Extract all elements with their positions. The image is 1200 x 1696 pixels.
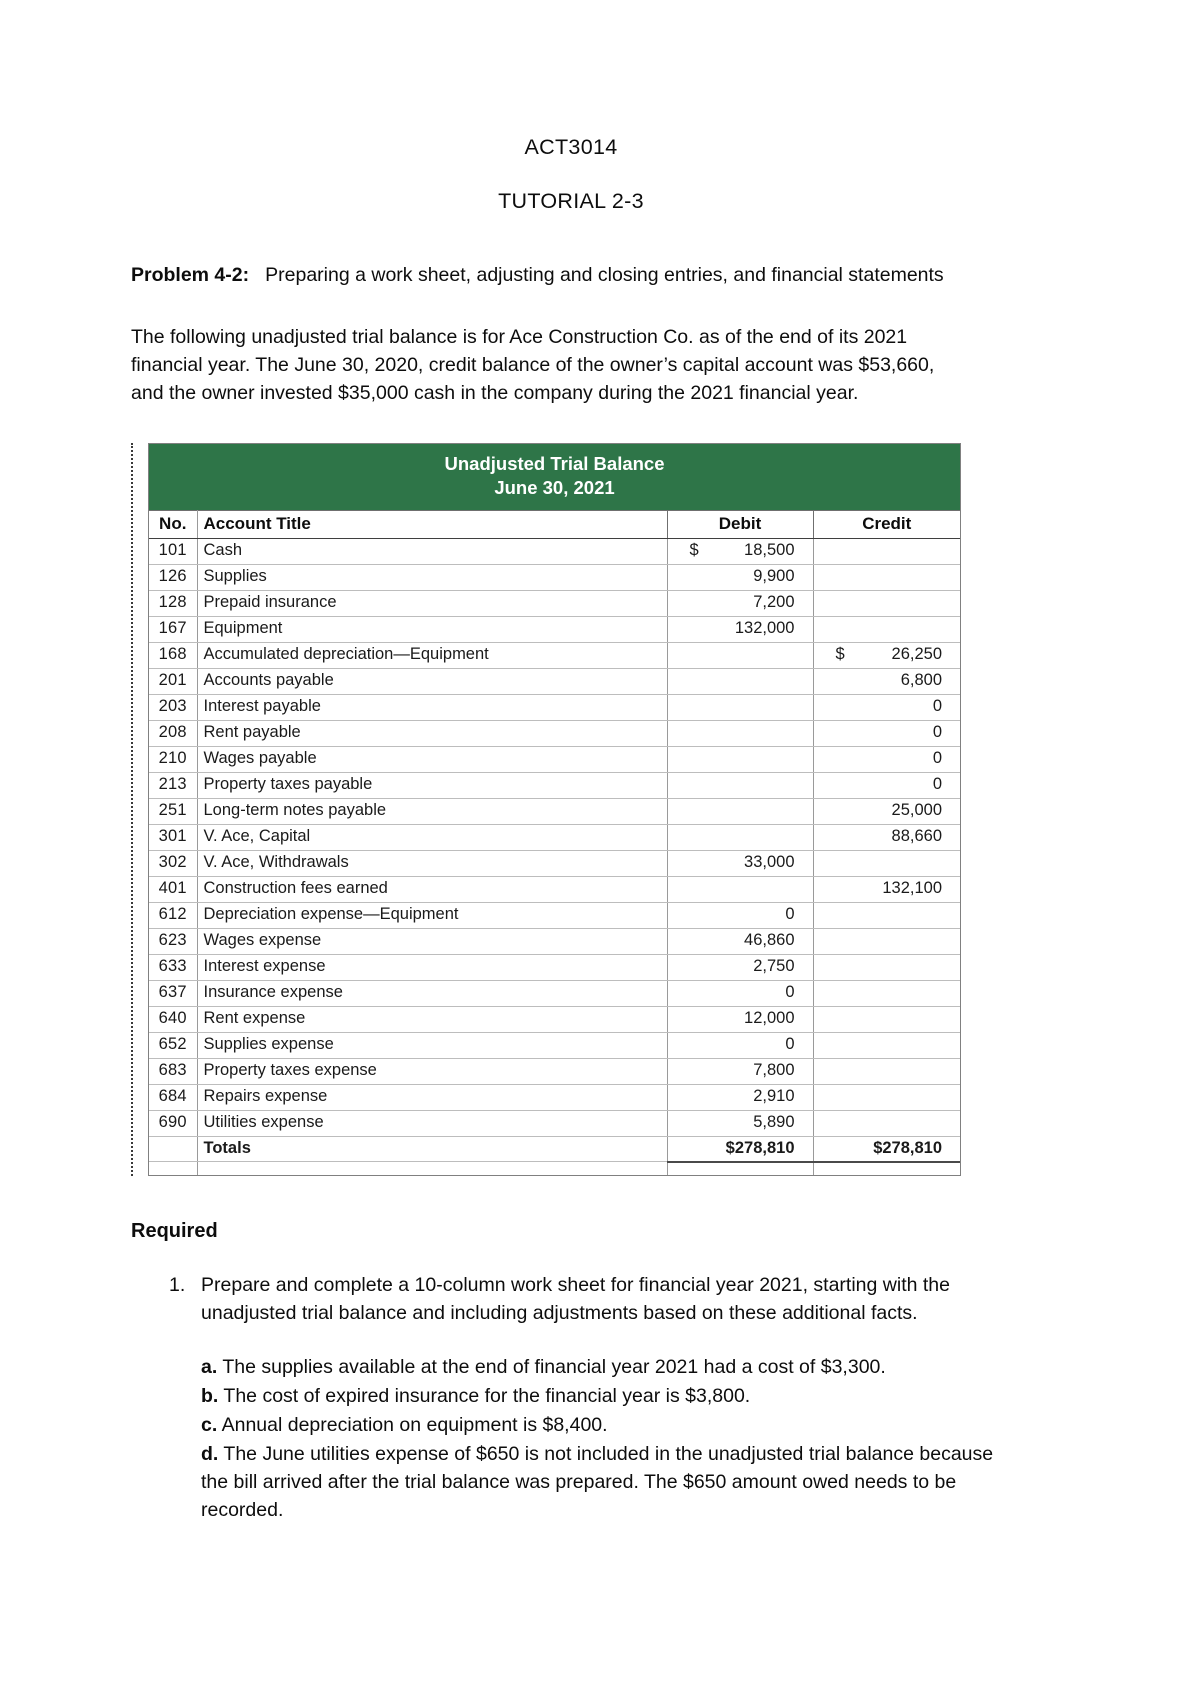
- table-row: [149, 1058, 960, 1084]
- intro-line-2: financial year. The June 30, 2020, credit balance of the owner’s capital account was $53,660,: [131, 353, 935, 376]
- cell-amount: 33,000: [744, 853, 795, 872]
- cell-account-no: 633: [149, 954, 197, 980]
- cell-credit: [813, 616, 960, 642]
- cell-debit: [667, 850, 813, 876]
- cell-account-no: 126: [149, 564, 197, 590]
- cell-totals-debit: $278,810: [667, 1136, 813, 1162]
- cell-account-no: 684: [149, 1084, 197, 1110]
- intro-paragraph: [131, 323, 1011, 407]
- cell-account-no: 623: [149, 928, 197, 954]
- cell-account-no: 210: [149, 746, 197, 772]
- table-row: [149, 642, 960, 668]
- cell-account-title: Property taxes payable: [197, 772, 667, 798]
- cell-amount: 7,200: [753, 593, 795, 612]
- course-code-title: ACT3014: [524, 135, 618, 159]
- cell-account-no: 637: [149, 980, 197, 1006]
- cell-amount: 2,750: [753, 957, 795, 976]
- cell-debit: [667, 1006, 813, 1032]
- cell-debit: [667, 928, 813, 954]
- cell-account-title: Equipment: [197, 616, 667, 642]
- cell-amount: 46,860: [744, 931, 795, 950]
- sub-item-letter: d.: [201, 1443, 219, 1466]
- sub-item-text: Annual depreciation on equipment is $8,400.: [221, 1414, 608, 1437]
- table-row: [149, 694, 960, 720]
- cell-account-title: Interest payable: [197, 694, 667, 720]
- cell-debit: [667, 902, 813, 928]
- list-item-number: 1.: [169, 1273, 186, 1296]
- sub-item-letter: b.: [201, 1384, 219, 1407]
- cell-account-title: Wages expense: [197, 928, 667, 954]
- cell-totals-label: Totals: [197, 1136, 667, 1162]
- cell-debit: [667, 954, 813, 980]
- cell-account-title: Rent payable: [197, 720, 667, 746]
- sub-item-letter: a.: [201, 1355, 218, 1378]
- cell-credit: [813, 980, 960, 1006]
- cell-credit: [813, 746, 960, 772]
- cell-amount: 132,000: [734, 619, 795, 638]
- table-row: [149, 538, 960, 564]
- cell-credit: [813, 1110, 960, 1136]
- table-row: [149, 1032, 960, 1058]
- rule-cell-title: [197, 1162, 667, 1175]
- cell-debit: [667, 798, 813, 824]
- list-item-text: Prepare and complete a 10-column work sheet for financial year 2021, starting with the unadjusted trial balance and including adjustments based on these additional facts.: [201, 1273, 950, 1324]
- cell-debit: [667, 642, 813, 668]
- cell-credit: [813, 772, 960, 798]
- table-row: [149, 1110, 960, 1136]
- required-numbered-list: [131, 1271, 1011, 1327]
- required-sub-item: [201, 1382, 1011, 1410]
- cell-credit: [813, 876, 960, 902]
- cell-account-no: 683: [149, 1058, 197, 1084]
- cell-account-no: 302: [149, 850, 197, 876]
- table-double-rule-row: [149, 1162, 960, 1175]
- cell-credit: [813, 538, 960, 564]
- required-sub-item: [201, 1411, 1011, 1439]
- table-row: [149, 1006, 960, 1032]
- cell-account-title: Cash: [197, 538, 667, 564]
- cell-amount: 0: [785, 905, 795, 924]
- cell-credit: [813, 824, 960, 850]
- cell-account-no: 652: [149, 1032, 197, 1058]
- sub-item-text: The cost of expired insurance for the financial year is $3,800.: [223, 1384, 751, 1407]
- document-content: [131, 0, 1011, 1525]
- cell-debit: [667, 564, 813, 590]
- table-row: [149, 720, 960, 746]
- cell-debit: [667, 1032, 813, 1058]
- cell-amount: 0: [785, 1035, 795, 1054]
- column-header-credit: Credit: [813, 510, 960, 538]
- cell-credit: [813, 720, 960, 746]
- table-row: [149, 928, 960, 954]
- problem-heading: [131, 262, 1011, 290]
- cell-debit: [667, 694, 813, 720]
- cell-credit: [813, 590, 960, 616]
- sub-item-letter: c.: [201, 1414, 218, 1437]
- cell-amount: 6,800: [900, 671, 943, 690]
- cell-amount: 18,500: [744, 541, 795, 560]
- cell-account-title: V. Ace, Capital: [197, 824, 667, 850]
- cell-amount: 12,000: [744, 1009, 795, 1028]
- cell-account-title: Interest expense: [197, 954, 667, 980]
- cell-debit: [667, 616, 813, 642]
- cell-credit: [813, 668, 960, 694]
- column-header-debit: Debit: [667, 510, 813, 538]
- cell-account-no: 301: [149, 824, 197, 850]
- cell-credit: [813, 954, 960, 980]
- cell-account-no: 690: [149, 1110, 197, 1136]
- cell-amount: 132,100: [882, 879, 943, 898]
- cell-account-title: Long-term notes payable: [197, 798, 667, 824]
- currency-symbol: $: [689, 541, 699, 560]
- cell-account-no: 128: [149, 590, 197, 616]
- cell-credit: [813, 1006, 960, 1032]
- table-row: [149, 980, 960, 1006]
- cell-account-title: Supplies expense: [197, 1032, 667, 1058]
- table-row: [149, 1084, 960, 1110]
- cell-account-title: Utilities expense: [197, 1110, 667, 1136]
- cell-account-no: 612: [149, 902, 197, 928]
- problem-title: Preparing a work sheet, adjusting and closing entries, and financial statements: [265, 264, 944, 286]
- rule-cell-no: [149, 1162, 197, 1175]
- cell-credit: [813, 902, 960, 928]
- trial-balance-table: [149, 444, 960, 1175]
- required-sub-item: [201, 1440, 1011, 1524]
- required-sub-item: [201, 1353, 1011, 1381]
- cell-credit: [813, 642, 960, 668]
- cell-debit: [667, 746, 813, 772]
- banner-line-2: June 30, 2021: [494, 477, 615, 499]
- cell-debit: [667, 824, 813, 850]
- tutorial-subtitle: TUTORIAL 2-3: [498, 189, 644, 213]
- cell-account-title: Accounts payable: [197, 668, 667, 694]
- required-heading: Required: [131, 1219, 218, 1242]
- sub-item-text: The June utilities expense of $650 is not included in the unadjusted trial balance because the bill arrived after the trial balance was prepared. The $650 amount owed needs to be recorded.: [201, 1443, 994, 1522]
- cell-account-title: Insurance expense: [197, 980, 667, 1006]
- table-row: [149, 798, 960, 824]
- cell-amount: 7,800: [753, 1061, 795, 1080]
- cell-amount: 0: [785, 983, 795, 1002]
- cell-account-title: Supplies: [197, 564, 667, 590]
- cell-debit: [667, 1110, 813, 1136]
- cell-debit: [667, 876, 813, 902]
- problem-label: Problem 4-2:: [131, 264, 250, 286]
- cell-account-title: Construction fees earned: [197, 876, 667, 902]
- banner-line-1: Unadjusted Trial Balance: [444, 452, 665, 474]
- cell-credit: [813, 1058, 960, 1084]
- table-row: [149, 772, 960, 798]
- table-row: [149, 850, 960, 876]
- cell-amount: 0: [932, 697, 943, 716]
- cell-account-no: 251: [149, 798, 197, 824]
- cell-account-no: 168: [149, 642, 197, 668]
- cell-account-title: Wages payable: [197, 746, 667, 772]
- cell-debit: [667, 1084, 813, 1110]
- cell-debit: [667, 668, 813, 694]
- cell-amount: 2,910: [753, 1087, 795, 1106]
- table-row: [149, 876, 960, 902]
- cell-account-title: Depreciation expense—Equipment: [197, 902, 667, 928]
- sub-item-text: The supplies available at the end of financial year 2021 had a cost of $3,300.: [222, 1355, 886, 1378]
- rule-cell-debit: [667, 1162, 813, 1175]
- required-sub-list: [131, 1353, 1011, 1524]
- table-row: [149, 746, 960, 772]
- cell-account-no: 167: [149, 616, 197, 642]
- table-row: [149, 902, 960, 928]
- trial-balance-zone: [131, 443, 961, 1176]
- cell-debit: [667, 720, 813, 746]
- cell-account-title: Property taxes expense: [197, 1058, 667, 1084]
- table-row: [149, 590, 960, 616]
- required-list-item: [131, 1271, 1011, 1327]
- table-banner: [149, 444, 960, 510]
- trial-balance-table-frame: [148, 443, 961, 1176]
- cell-account-no: [149, 1136, 197, 1162]
- rule-cell-credit: [813, 1162, 960, 1175]
- cell-credit: [813, 694, 960, 720]
- cell-account-no: 401: [149, 876, 197, 902]
- column-header-account-title: Account Title: [197, 510, 667, 538]
- cell-credit: [813, 564, 960, 590]
- cell-credit: [813, 1084, 960, 1110]
- cell-debit: [667, 590, 813, 616]
- cell-account-title: Accumulated depreciation—Equipment: [197, 642, 667, 668]
- cell-debit: [667, 1058, 813, 1084]
- cell-credit: [813, 850, 960, 876]
- cell-amount: 5,890: [753, 1113, 795, 1132]
- cell-account-no: 213: [149, 772, 197, 798]
- table-column-headers: [149, 510, 960, 538]
- table-row: [149, 668, 960, 694]
- intro-line-3: and the owner invested $35,000 cash in the company during the 2021 financial year.: [131, 381, 859, 404]
- cell-amount: 0: [932, 775, 943, 794]
- cell-account-no: 201: [149, 668, 197, 694]
- cell-totals-credit: $278,810: [813, 1136, 960, 1162]
- cell-account-no: 203: [149, 694, 197, 720]
- cell-amount: 25,000: [891, 801, 943, 820]
- cell-account-title: Prepaid insurance: [197, 590, 667, 616]
- cell-account-title: Repairs expense: [197, 1084, 667, 1110]
- intro-line-1: The following unadjusted trial balance is for Ace Construction Co. as of the end of its 2021: [131, 325, 908, 348]
- cell-account-title: Rent expense: [197, 1006, 667, 1032]
- cell-debit: [667, 980, 813, 1006]
- cell-account-title: V. Ace, Withdrawals: [197, 850, 667, 876]
- cell-amount: 0: [932, 723, 943, 742]
- currency-symbol: $: [835, 645, 845, 664]
- cell-debit: [667, 772, 813, 798]
- cell-credit: [813, 1032, 960, 1058]
- cell-credit: [813, 798, 960, 824]
- dotted-left-rail: [131, 443, 133, 1176]
- cell-amount: 88,660: [891, 827, 943, 846]
- cell-debit: [667, 538, 813, 564]
- cell-account-no: 208: [149, 720, 197, 746]
- cell-amount: 9,900: [753, 567, 795, 586]
- column-header-no: No.: [149, 510, 197, 538]
- cell-account-no: 640: [149, 1006, 197, 1032]
- cell-account-no: 101: [149, 538, 197, 564]
- table-row: [149, 824, 960, 850]
- cell-credit: [813, 928, 960, 954]
- table-totals-row: [149, 1136, 960, 1162]
- cell-amount: 26,250: [891, 645, 943, 664]
- table-row: [149, 616, 960, 642]
- table-row: [149, 564, 960, 590]
- cell-amount: 0: [932, 749, 943, 768]
- table-row: [149, 954, 960, 980]
